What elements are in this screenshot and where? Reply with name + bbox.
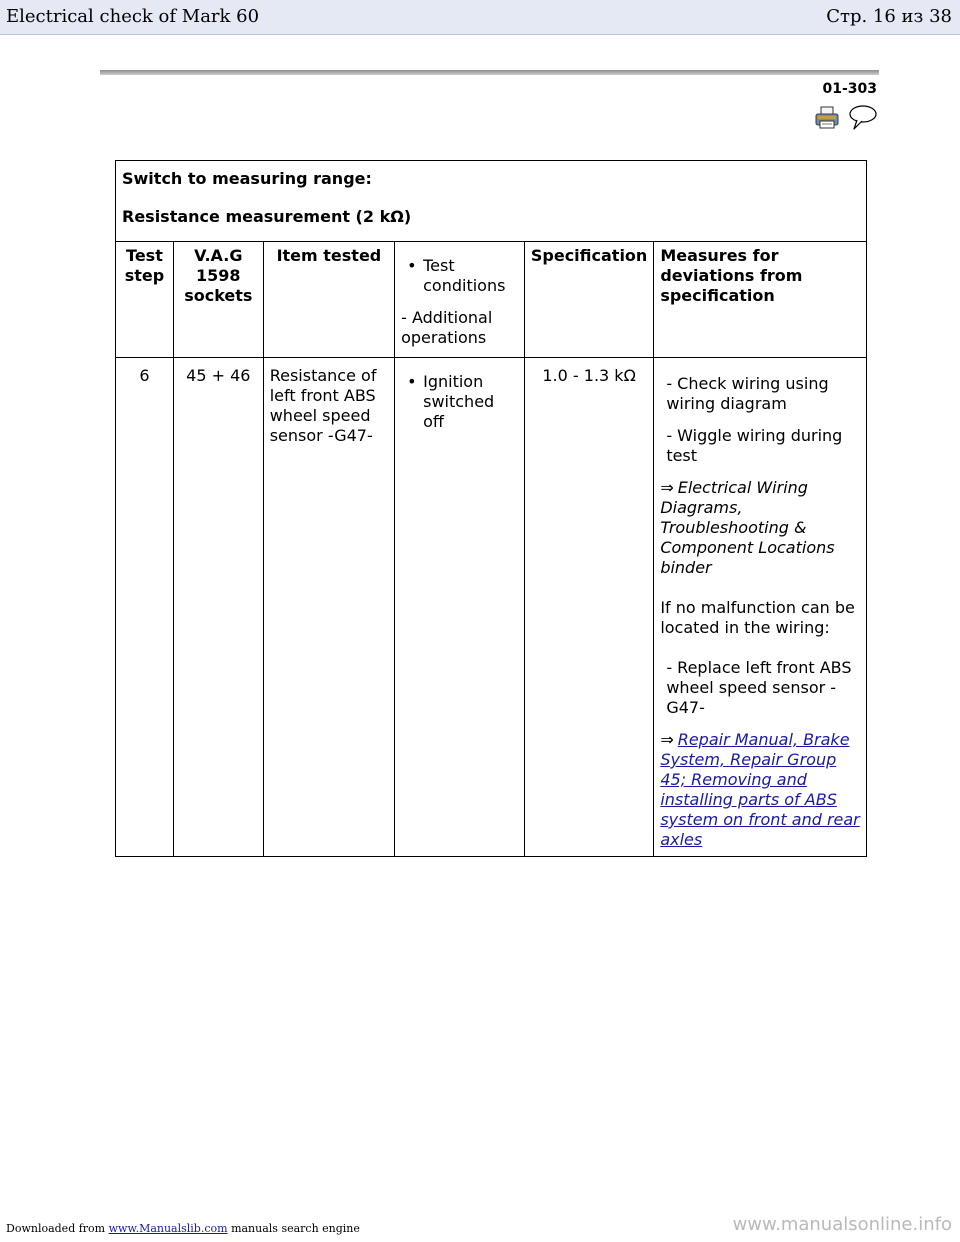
header-conditions-bullet: • Test conditions — [401, 256, 518, 296]
reference-repair-manual — [660, 730, 860, 850]
row-item-tested: Resistance of left front ABS wheel speed sensor -G47- — [263, 358, 394, 857]
title-bar — [0, 0, 960, 35]
measuring-range-row — [116, 161, 867, 242]
print-icon[interactable] — [815, 106, 839, 130]
comment-icon[interactable] — [848, 104, 878, 130]
repair-manual-link[interactable]: Repair Manual, Brake System, Repair Group 45; Removing and installing parts of ABS system on front and rear axles — [660, 730, 860, 849]
page-tools — [815, 104, 879, 132]
header-measures: Measures for deviations from specification — [654, 242, 867, 358]
row-sockets: 45 + 46 — [173, 358, 263, 857]
arrow-icon: ⇒ — [660, 478, 674, 497]
row-specification: 1.0 - 1.3 kΩ — [524, 358, 653, 857]
measure-wiggle-wiring: - Wiggle wiring during test — [666, 426, 843, 465]
reference-wiring-diagrams — [660, 478, 860, 578]
footer-suffix: manuals search engine — [231, 1222, 360, 1235]
document-title: Electrical check of Mark 60 — [6, 6, 260, 27]
header-specification: Specification — [524, 242, 653, 358]
measure-check-wiring: - Check wiring using wiring diagram — [666, 374, 829, 413]
header-conditions — [395, 242, 525, 358]
table-row — [116, 358, 867, 857]
measure-no-malfunction: If no malfunction can be located in the wiring: — [660, 598, 855, 637]
row-conditions — [395, 358, 525, 857]
page-counter: Стр. 16 из 38 — [826, 6, 952, 27]
header-item-tested: Item tested — [263, 242, 394, 358]
page-code: 01-303 — [822, 81, 877, 97]
check-table — [115, 160, 867, 857]
header-additional-operations: - Additional operations — [401, 308, 493, 347]
measuring-range-label: Switch to measuring range: — [122, 169, 372, 188]
row-condition-bullet: • Ignition switched off — [401, 372, 518, 432]
header-sockets: V.A.G 1598 sockets — [173, 242, 263, 358]
watermark: www.manualsonline.info — [732, 1214, 952, 1235]
row-measures — [654, 358, 867, 857]
manualslib-link[interactable]: www.Manualslib.com — [108, 1222, 228, 1235]
row-test-step: 6 — [116, 358, 174, 857]
arrow-icon: ⇒ — [660, 730, 674, 749]
footer-downloaded-label: Downloaded from — [6, 1222, 106, 1235]
measuring-range-cell — [116, 161, 867, 242]
header-test-step: Test step — [116, 242, 174, 358]
reference-wiring-diagrams-text: Electrical Wiring Diagrams, Troubleshooting & Component Locations binder — [660, 478, 835, 577]
measure-replace-sensor: - Replace left front ABS wheel speed sensor -G47- — [666, 658, 852, 717]
download-footer — [6, 1222, 360, 1235]
column-header-row — [116, 242, 867, 358]
header-rule — [100, 70, 879, 75]
resistance-measurement-label: Resistance measurement (2 kΩ) — [122, 207, 412, 226]
